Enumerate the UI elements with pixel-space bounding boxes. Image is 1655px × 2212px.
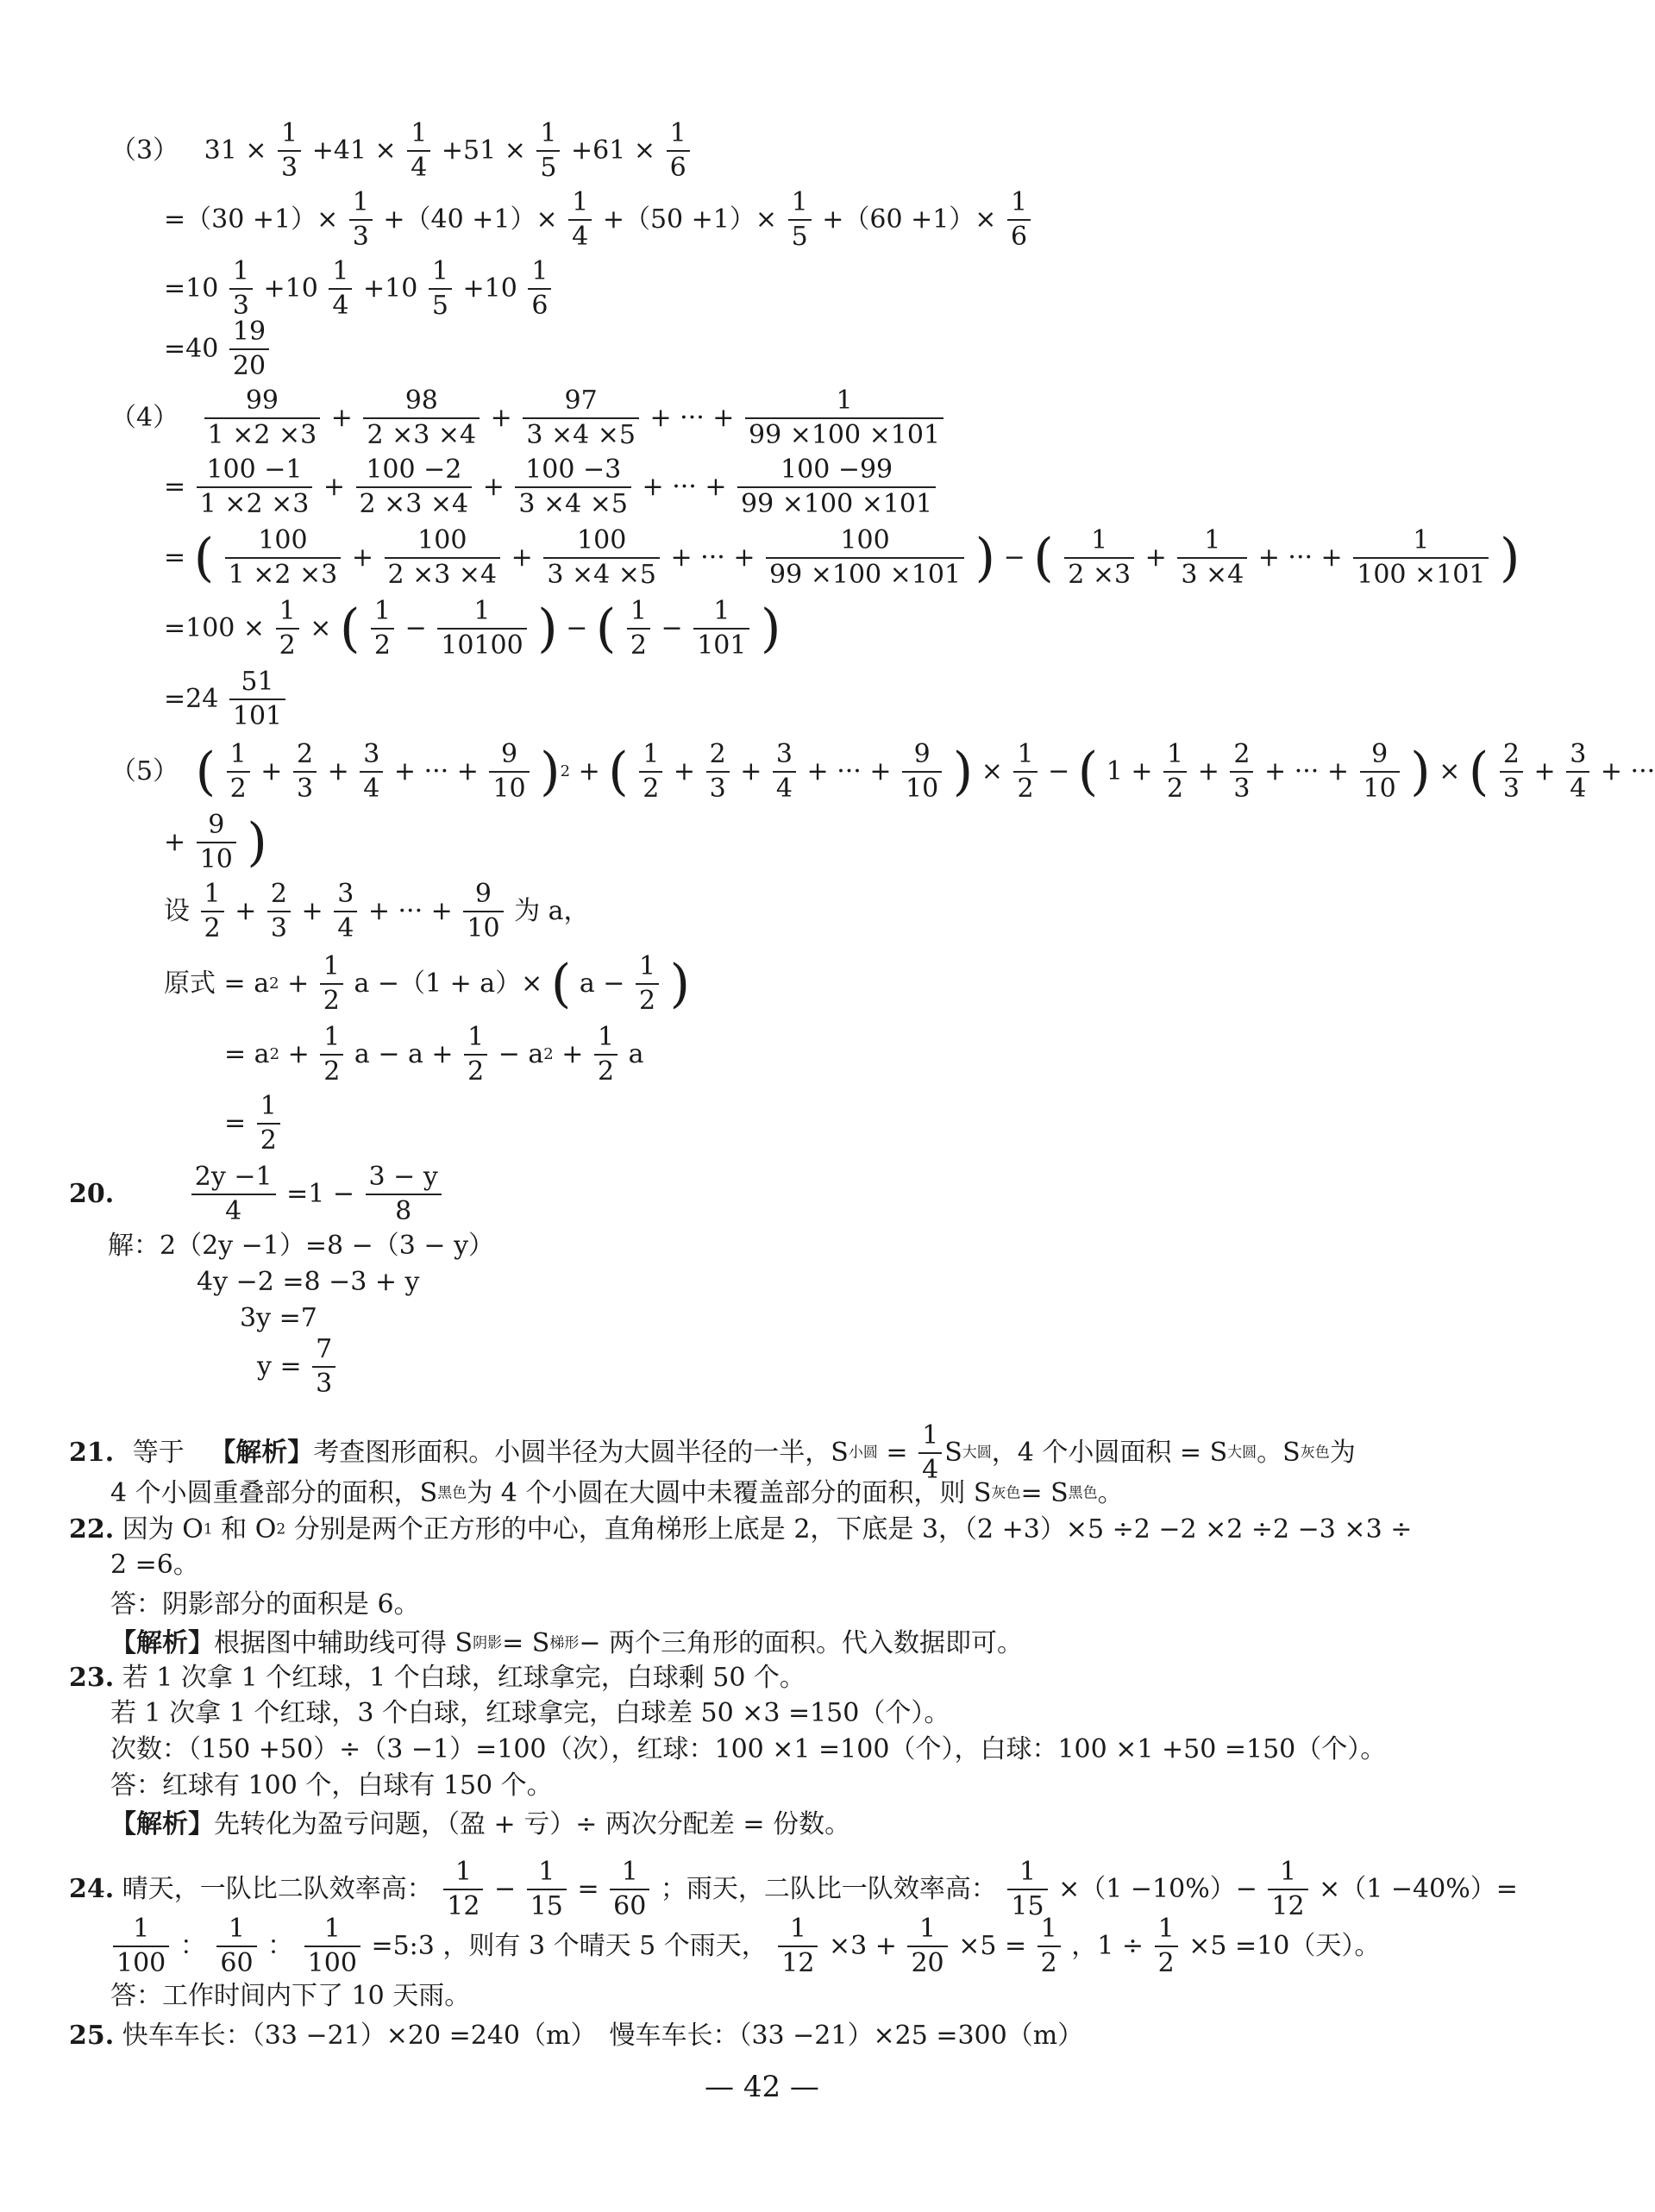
q20-equation: 20. $\frac{2y -1}{4}$ =1 − $\frac{3 - y}{8}$: [69, 1164, 444, 1225]
fraction: $\frac{1}{2}$: [201, 881, 224, 942]
fraction: $\frac{1}{2 \times 3}$: [1064, 528, 1134, 588]
fraction: $\frac{1}{2}$: [320, 954, 343, 1014]
fraction: $\frac{1}{99 \times 100 \times 101}$: [745, 388, 943, 448]
fraction: $\frac{1}{2}$: [320, 1025, 343, 1085]
fraction: $\frac{3}{4}$: [334, 881, 357, 942]
fraction: $\frac{1}{15}$: [1007, 1859, 1047, 1920]
q22-analysis: 【解析】根据图中辅助线可得 S阴影= S梯形− 两个三角形的面积。代入数据即可。: [110, 1628, 1024, 1658]
fraction: $\frac{1}{6}$: [528, 259, 551, 319]
fraction: $\frac{99}{1 \times 2 \times 3}$: [204, 388, 321, 448]
fraction: $\frac{2}{3}$: [293, 742, 317, 802]
fraction: $\frac{1}{20}$: [907, 1916, 947, 1977]
fraction: $\frac{1}{3 \times 4}$: [1177, 528, 1247, 588]
fraction: $\frac{1}{15}$: [527, 1859, 567, 1920]
fraction: $\frac{1}{2}$: [1163, 742, 1187, 802]
fraction: $\frac{100}{99 \times 100 \times 101}$: [766, 528, 964, 588]
fraction: $\frac{2y -1}{4}$: [191, 1164, 276, 1225]
fraction: $\frac{1}{6}$: [667, 121, 690, 181]
fraction: $\frac{3}{4}$: [773, 742, 796, 802]
fraction: $\frac{1}{10100}$: [437, 598, 526, 659]
p3-line3: =10 $\frac{1}{3}$ +10 $\frac{1}{4}$ +10 $\frac{1}{5}$ +10 $\frac{1}{6}$: [164, 259, 554, 319]
fraction: $\frac{9}{10}$: [902, 742, 942, 802]
analysis-tag: 【解析】: [210, 1438, 314, 1468]
q24-line1: 24. 晴天，一队比二队效率高： $\frac{1}{12}$ − $\frac{1}{15}$ = $\frac{1}{60}$ ；雨天，二队比一队效率高： $\frac{1}{15}$ ×（1 −10%）− $\frac{1}{12}$ ×（1 −40%）=: [69, 1857, 1518, 1921]
q20-step1: 解：2（2y −1）=8 −（3 − y）: [108, 1231, 495, 1261]
question-number: 25.: [69, 2021, 115, 2051]
fraction: $\frac{2}{3}$: [267, 881, 291, 942]
fraction: $\frac{98}{2 \times 3 \times 4}$: [363, 388, 480, 448]
fraction: $\frac{1}{2}$: [371, 598, 394, 659]
q23-line3: 次数：（150 +50）÷（3 −1）=100（次），红球：100 ×1 =100（个），白球：100 ×1 +50 =150（个）。: [110, 1734, 1387, 1764]
fraction: $\frac{7}{3}$: [312, 1337, 335, 1397]
fraction: $\frac{1}{100 \times 101}$: [1353, 528, 1489, 588]
fraction: $\frac{9}{10}$: [197, 812, 236, 873]
fraction: $\frac{1}{60}$: [216, 1916, 256, 1977]
question-number: 20.: [69, 1179, 115, 1209]
fraction: $\frac{1}{5}$: [788, 190, 812, 250]
q24-answer: 答：工作时间内下了 10 天雨。: [110, 1981, 471, 2011]
q23-line1: 23. 若 1 次拿 1 个红球，1 个白球，红球拿完，白球剩 50 个。: [69, 1663, 806, 1693]
p3-line2: =（30 +1）× $\frac{1}{3}$ +（40 +1）× $\frac{1}{4}$ +（50 +1）× $\frac{1}{5}$ +（60 +1）× $\frac{1}{6}$: [164, 190, 1033, 250]
fraction: $\frac{100 -3}{3 \times 4 \times 5}$: [515, 457, 631, 517]
fraction: $\frac{2}{3}$: [1230, 742, 1253, 802]
fraction: $\frac{3}{4}$: [360, 742, 383, 802]
fraction: $\frac{1}{100}$: [304, 1916, 360, 1977]
fraction: $\frac{1}{2}$: [594, 1025, 617, 1085]
fraction: $\frac{1}{100}$: [113, 1916, 169, 1977]
fraction: $\frac{100 -99}{99 \times 100 \times 101}$: [737, 457, 936, 517]
p5-label: （5）: [110, 756, 179, 786]
q25-line1: 25. 快车车长：（33 −21）×20 =240（m） 慢车车长：（33 −21）×25 =300（m）: [69, 2021, 1084, 2051]
p4-line2: = $\frac{100 -1}{1 \times 2 \times 3}$ + $\frac{100 -2}{2 \times 3 \times 4}$ + $\frac{100 -3}{3 \times 4 \times 5}$ + ··· + $\frac{100 -99}{99 \times 100 \times 101}$: [164, 457, 938, 517]
fraction: $\frac{1}{3}$: [349, 190, 373, 250]
fraction: $\frac{1}{4}$: [568, 190, 592, 250]
fraction: $\frac{1}{60}$: [610, 1859, 649, 1920]
fraction: $\frac{1}{5}$: [536, 121, 560, 181]
q21-line1: 21. 等于 【解析】考查图形面积。小圆半径为大圆半径的一半，S小圆 = $\frac{1}{4}$ S大圆，4 个小圆面积 = S大圆。S灰色为: [69, 1420, 1356, 1485]
analysis-tag: 【解析】: [110, 1628, 214, 1658]
fraction: $\frac{1}{4}$: [407, 121, 430, 181]
fraction: $\frac{100 -2}{2 \times 3 \times 4}$: [356, 457, 473, 517]
p4-line5: =24 $\frac{51}{101}$: [164, 669, 288, 730]
fraction: $\frac{1}{5}$: [429, 259, 452, 319]
p5-line6: = $\frac{1}{2}$: [224, 1093, 283, 1154]
question-number: 24.: [69, 1874, 115, 1904]
q23-answer: 答：红球有 100 个，白球有 150 个。: [110, 1770, 553, 1801]
fraction: $\frac{1}{12}$: [778, 1916, 818, 1977]
q20-step4: y = $\frac{7}{3}$: [257, 1337, 338, 1397]
fraction: $\frac{9}{10}$: [1360, 742, 1400, 802]
p3-line4: =40 $\frac{19}{20}$: [164, 319, 272, 379]
p4-label: （4）: [110, 403, 179, 433]
q20-step2: 4y −2 =8 −3 + y: [197, 1267, 420, 1297]
fraction: $\frac{97}{3 \times 4 \times 5}$: [523, 388, 639, 448]
p3-label: （3）: [110, 135, 179, 166]
q23-analysis: 【解析】先转化为盈亏问题，（盈 + 亏）÷ 两次分配差 = 份数。: [110, 1809, 851, 1839]
fraction: $\frac{1}{2}$: [276, 598, 299, 659]
fraction: $\frac{1}{2}$: [1013, 742, 1037, 802]
q23-line2: 若 1 次拿 1 个红球，3 个白球，红球拿完，白球差 50 ×3 =150（个）。: [110, 1698, 950, 1728]
fraction: $\frac{1}{2}$: [227, 742, 250, 802]
analysis-tag: 【解析】: [110, 1809, 214, 1839]
q20-step3: 3y =7: [240, 1303, 317, 1333]
fraction: $\frac{100}{1 \times 2 \times 3}$: [225, 528, 342, 588]
p5-line4: 原式 = a2 + $\frac{1}{2}$ a −（1 + a）× ( a − $\frac{1}{2}$ ): [164, 951, 691, 1016]
p4-line4: =100 × $\frac{1}{2}$ × ( $\frac{1}{2}$ − $\frac{1}{10100}$ ) − ( $\frac{1}{2}$ − $\frac{1}{101}$ ): [164, 596, 781, 661]
fraction: $\frac{1}{3}$: [229, 259, 253, 319]
fraction: $\frac{1}{101}$: [693, 598, 749, 659]
q22-answer: 答：阴影部分的面积是 6。: [110, 1589, 420, 1620]
q24-line2: $\frac{1}{100}$ ： $\frac{1}{60}$ ： $\frac{1}{100}$ =5:3 ，则有 3 个晴天 5 个雨天， $\frac{1}{12}$ ×3 + $\frac{1}{20}$ ×5 = $\frac{1}{2}$ ，1 ÷ $\frac{1}{2}$ ×5 =10（天）。: [110, 1916, 1380, 1977]
p5-line1: （5） ( $\frac{1}{2}$ + $\frac{2}{3}$ + $\frac{3}{4}$ + ··· + $\frac{9}{10}$ )2 + ( $\frac{1}{2}$ + $\frac{2}{3}$ + $\frac{3}{4}$ + ··· + $\frac{9}{10}$ ) × $\frac{1}{2}$ − ( 1 + $\frac{1}{2}$ + $\frac{2}{3}$ + ··· + $\frac{9}{10}$ ) × ( $\frac{2}{3}$ + $\frac{3}{4}$ + ···: [110, 739, 1655, 804]
fraction: $\frac{100}{3 \times 4 \times 5}$: [543, 528, 660, 588]
fraction: $\frac{19}{20}$: [229, 319, 269, 379]
fraction: $\frac{1}{4}$: [329, 259, 352, 319]
fraction: $\frac{1}{2}$: [464, 1025, 487, 1085]
fraction: $\frac{1}{2}$: [639, 742, 662, 802]
fraction: $\frac{3}{4}$: [1566, 742, 1589, 802]
fraction: $\frac{1}{2}$: [1155, 1916, 1178, 1977]
fraction: $\frac{9}{10}$: [489, 742, 529, 802]
question-number: 23.: [69, 1663, 115, 1693]
fraction: $\frac{2}{3}$: [706, 742, 730, 802]
fraction: $\frac{1}{2}$: [257, 1093, 280, 1154]
fraction: $\frac{1}{6}$: [1007, 190, 1031, 250]
fraction: $\frac{100 -1}{1 \times 2 \times 3}$: [197, 457, 313, 517]
fraction: $\frac{2}{3}$: [1500, 742, 1523, 802]
fraction: $\frac{1}{12}$: [1268, 1859, 1307, 1920]
fraction: $\frac{1}{3}$: [278, 121, 301, 181]
fraction: $\frac{1}{4}$: [918, 1423, 942, 1483]
q22-line2: 2 =6。: [110, 1550, 199, 1580]
fraction: $\frac{1}{2}$: [627, 598, 650, 659]
fraction: $\frac{1}{2}$: [636, 954, 659, 1014]
question-number: 22.: [69, 1514, 115, 1545]
fraction: $\frac{9}{10}$: [463, 881, 503, 942]
p5-line2: + $\frac{9}{10}$ ): [164, 810, 267, 874]
question-number: 21.: [69, 1438, 115, 1468]
page-number: — 42 —: [705, 2070, 819, 2104]
p4-line3: = ( $\frac{100}{1 \times 2 \times 3}$ + $\frac{100}{2 \times 3 \times 4}$ + $\frac{100}{3 \times 4 \times 5}$ + ··· + $\frac{100}{99 \times 100 \times 101}$ ) − ( $\frac{1}{2 \times 3}$ + $\frac{1}{3 \times 4}$ + ··· + $\frac{1}{100 \times 101}$ ): [164, 525, 1520, 590]
q22-line1: 22. 因为 O1 和 O2 分别是两个正方形的中心，直角梯形上底是 2，下底是 3，（2 +3）×5 ÷2 −2 ×2 ÷2 −3 ×3 ÷: [69, 1514, 1413, 1545]
fraction: $\frac{3 - y}{8}$: [366, 1164, 442, 1225]
p5-line5: = a2 + $\frac{1}{2}$ a − a + $\frac{1}{2}$ − a2 + $\frac{1}{2}$ a: [224, 1022, 644, 1087]
fraction: $\frac{1}{12}$: [443, 1859, 483, 1920]
p5-line3: 设 $\frac{1}{2}$ + $\frac{2}{3}$ + $\frac{3}{4}$ + ··· + $\frac{9}{10}$ 为 a，: [164, 879, 590, 943]
p4-line1: （4） $\frac{99}{1 \times 2 \times 3}$ + $\frac{98}{2 \times 3 \times 4}$ + $\frac{97}{3 \times 4 \times 5}$ + ··· + $\frac{1}{99 \times 100 \times 101}$: [110, 388, 946, 448]
fraction: $\frac{51}{101}$: [229, 669, 285, 730]
q21-line2: 4 个小圆重叠部分的面积，S黑色为 4 个小圆在大圆中未覆盖部分的面积，则 S灰色= S黑色。: [110, 1478, 1124, 1508]
fraction: $\frac{100}{2 \times 3 \times 4}$: [385, 528, 501, 588]
p3-line1: （3） 31 × $\frac{1}{3}$ +41 × $\frac{1}{4}$ +51 × $\frac{1}{5}$ +61 × $\frac{1}{6}$: [110, 121, 693, 181]
fraction: $\frac{1}{2}$: [1038, 1916, 1061, 1977]
